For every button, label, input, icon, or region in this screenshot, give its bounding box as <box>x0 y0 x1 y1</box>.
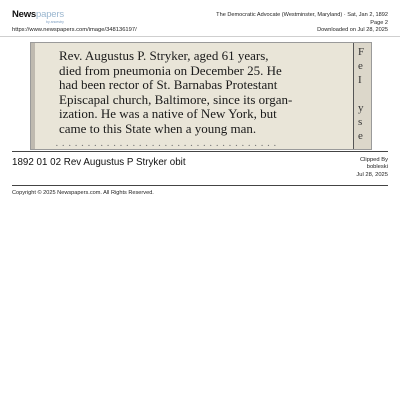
clipped-by-user-link[interactable]: bobleski <box>366 164 388 171</box>
article-line: had been rector of St. Barnabas Protestant <box>59 77 278 92</box>
clipping-title: 1892 01 02 Rev Augustus P Stryker obit <box>12 157 186 168</box>
article-line: Episcapal church, Baltimore, since its organ- <box>59 91 293 107</box>
cut-off-text-line: · · · · · · · · · · · · · · · · · · · · · · · · · · · · · · · · · · · <box>55 141 277 149</box>
adjacent-column-fragment <box>358 45 368 143</box>
fragment-letter: s <box>358 116 363 128</box>
fragment-letter: I <box>358 74 362 86</box>
newspapers-logo[interactable] <box>12 10 64 20</box>
download-date: Downloaded on Jul 28, 2025 <box>317 27 388 34</box>
logo-accent-text: papers <box>36 9 64 20</box>
clip-url-link[interactable]: https://www.newspapers.com/image/348136197/ <box>12 27 137 33</box>
logo-subtext: by ancestry <box>46 20 64 24</box>
title-divider <box>12 151 388 152</box>
fragment-letter: e <box>358 130 363 142</box>
clipped-by-info <box>356 157 388 179</box>
logo-main-text: News <box>12 9 37 20</box>
header <box>12 10 388 38</box>
adjacent-column <box>354 43 371 149</box>
fragment-letter: e <box>358 60 363 72</box>
fragment-letter: y <box>358 102 364 114</box>
article-line: ization. He was a native of New York, but <box>59 106 277 121</box>
page-number: Page 2 <box>370 19 388 26</box>
left-column-edge <box>31 43 35 149</box>
copyright-notice: Copyright © 2025 Newspapers.com. All Rights Reserved. <box>12 190 154 196</box>
article-line: Rev. Augustus P. Stryker, aged 61 years, <box>59 48 269 63</box>
fragment-letter <box>358 87 368 101</box>
clipping-article-text <box>59 49 351 136</box>
header-divider <box>0 36 400 37</box>
publication-title: The Democratic Advocate (Westminster, Maryland) · Sat, Jan 2, 1892 <box>216 12 388 18</box>
clipped-date: Jul 28, 2025 <box>356 171 388 178</box>
clipped-by-label: Clipped By <box>359 157 388 163</box>
fragment-letter: F <box>358 46 365 58</box>
article-line: died from pneumonia on December 25. He <box>59 62 282 78</box>
publication-info <box>216 12 388 35</box>
article-line: came to this State when a young man. <box>59 120 257 136</box>
footer-divider <box>12 185 388 186</box>
newspaper-clipping-image <box>30 42 372 150</box>
